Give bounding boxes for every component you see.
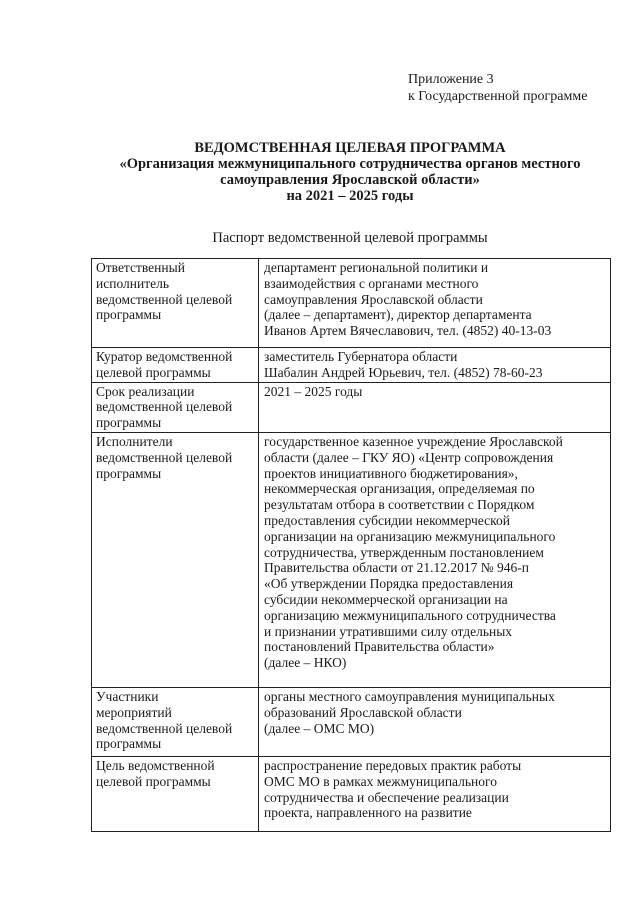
row-value — [259, 687, 611, 756]
label-line: Срок реализации — [96, 383, 195, 399]
page-bottom-margin — [0, 836, 640, 905]
value-line: органы местного самоуправления муниципальных — [264, 688, 555, 704]
value-line: «Об утверждении Порядка предоставления — [264, 576, 514, 592]
table-row — [92, 348, 611, 383]
row-value — [259, 382, 611, 432]
value-line: постановлений Правительства области» — [264, 639, 495, 655]
label-line: ведомственной целевой — [96, 399, 233, 415]
value-line: (далее – НКО) — [264, 655, 347, 671]
row-label — [92, 259, 259, 348]
label-line: программы — [96, 307, 162, 323]
label-line: Цель ведомственной — [96, 757, 215, 773]
appendix-line: Приложение 3 — [408, 72, 494, 87]
label-line: ведомственной целевой — [96, 720, 233, 736]
value-line: предоставления субсидии некоммерческой — [264, 512, 510, 528]
label-line: программы — [96, 465, 162, 481]
label-line: Куратор ведомственной — [96, 349, 233, 364]
value-line: сотрудничества и обеспечение реализации — [264, 789, 509, 805]
row-value — [259, 259, 611, 348]
value-line: (далее – департамент), директор департамента — [264, 307, 532, 323]
label-line: программы — [96, 415, 162, 431]
value-line: государственное казенное учреждение Ярославской — [264, 433, 563, 449]
value-line: проектов инициативного бюджетирования», — [264, 465, 518, 481]
value-line: проекта, направленного на развитие — [264, 805, 472, 821]
value-line: распространение передовых практик работы — [264, 757, 522, 773]
row-value — [259, 348, 611, 383]
program-title — [80, 140, 620, 204]
label-line: исполнитель — [96, 275, 169, 291]
table-row — [92, 432, 611, 687]
label-line: ведомственной целевой — [96, 449, 233, 465]
label-line: программы — [96, 736, 162, 752]
row-label — [92, 432, 259, 687]
row-label — [92, 687, 259, 756]
value-line: образований Ярославской области — [264, 704, 462, 720]
passport-title: Паспорт ведомственной целевой программы — [212, 230, 488, 246]
value-line: организацию межмуниципального сотрудничества — [264, 607, 556, 623]
title-line: «Организация межмуниципального сотрудничества органов местного — [119, 156, 581, 172]
label-line: ведомственной целевой — [96, 291, 233, 307]
value-line: сотрудничества, утвержденным постановлением — [264, 544, 544, 560]
row-value — [259, 756, 611, 831]
value-line: заместитель Губернатора области — [264, 349, 458, 364]
value-line: области (далее – ГКУ ЯО) «Центр сопровождения — [264, 449, 554, 465]
appendix-line: к Государственной программе — [408, 89, 588, 104]
value-line: Иванов Артем Вячеславович, тел. (4852) 40-13-03 — [264, 323, 552, 339]
row-label — [92, 348, 259, 383]
label-line: целевой программы — [96, 364, 211, 380]
value-line: взаимодействия с органами местного — [264, 275, 479, 291]
passport-table — [91, 258, 611, 832]
label-line: Участники — [96, 688, 159, 704]
value-line: Правительства области от 21.12.2017 № 946-п — [264, 560, 530, 576]
value-line: Шабалин Андрей Юрьевич, тел. (4852) 78-60-23 — [264, 364, 543, 380]
value-line: и признании утратившими силу отдельных — [264, 623, 513, 639]
value-line: самоуправления Ярославской области — [264, 291, 483, 307]
table-row — [92, 756, 611, 831]
table-row — [92, 382, 611, 432]
value-line: (далее – ОМС МО) — [264, 720, 375, 736]
label-line: Исполнители — [96, 433, 173, 449]
row-label — [92, 382, 259, 432]
title-line: ВЕДОМСТВЕННАЯ ЦЕЛЕВАЯ ПРОГРАММА — [194, 140, 506, 156]
table-row — [92, 687, 611, 756]
value-line: ОМС МО в рамках межмуниципального — [264, 773, 497, 789]
title-line: самоуправления Ярославской области» — [220, 172, 480, 188]
value-line: некоммерческая организация, определяемая по — [264, 481, 535, 497]
row-value — [259, 432, 611, 687]
value-line: департамент региональной политики и — [264, 260, 489, 275]
label-line: Ответственный — [96, 260, 185, 275]
label-line: целевой программы — [96, 773, 211, 789]
value-line: результатам отбора в соответствии с Порядком — [264, 497, 535, 513]
title-line: на 2021 – 2025 годы — [286, 188, 414, 204]
label-line: мероприятий — [96, 704, 172, 720]
appendix-note — [408, 71, 587, 105]
value-line: организации на организацию межмуниципального — [264, 528, 556, 544]
row-label — [92, 756, 259, 831]
value-line: 2021 – 2025 годы — [264, 383, 363, 399]
value-line: субсидии некоммерческой организации на — [264, 591, 508, 607]
table-row — [92, 259, 611, 348]
